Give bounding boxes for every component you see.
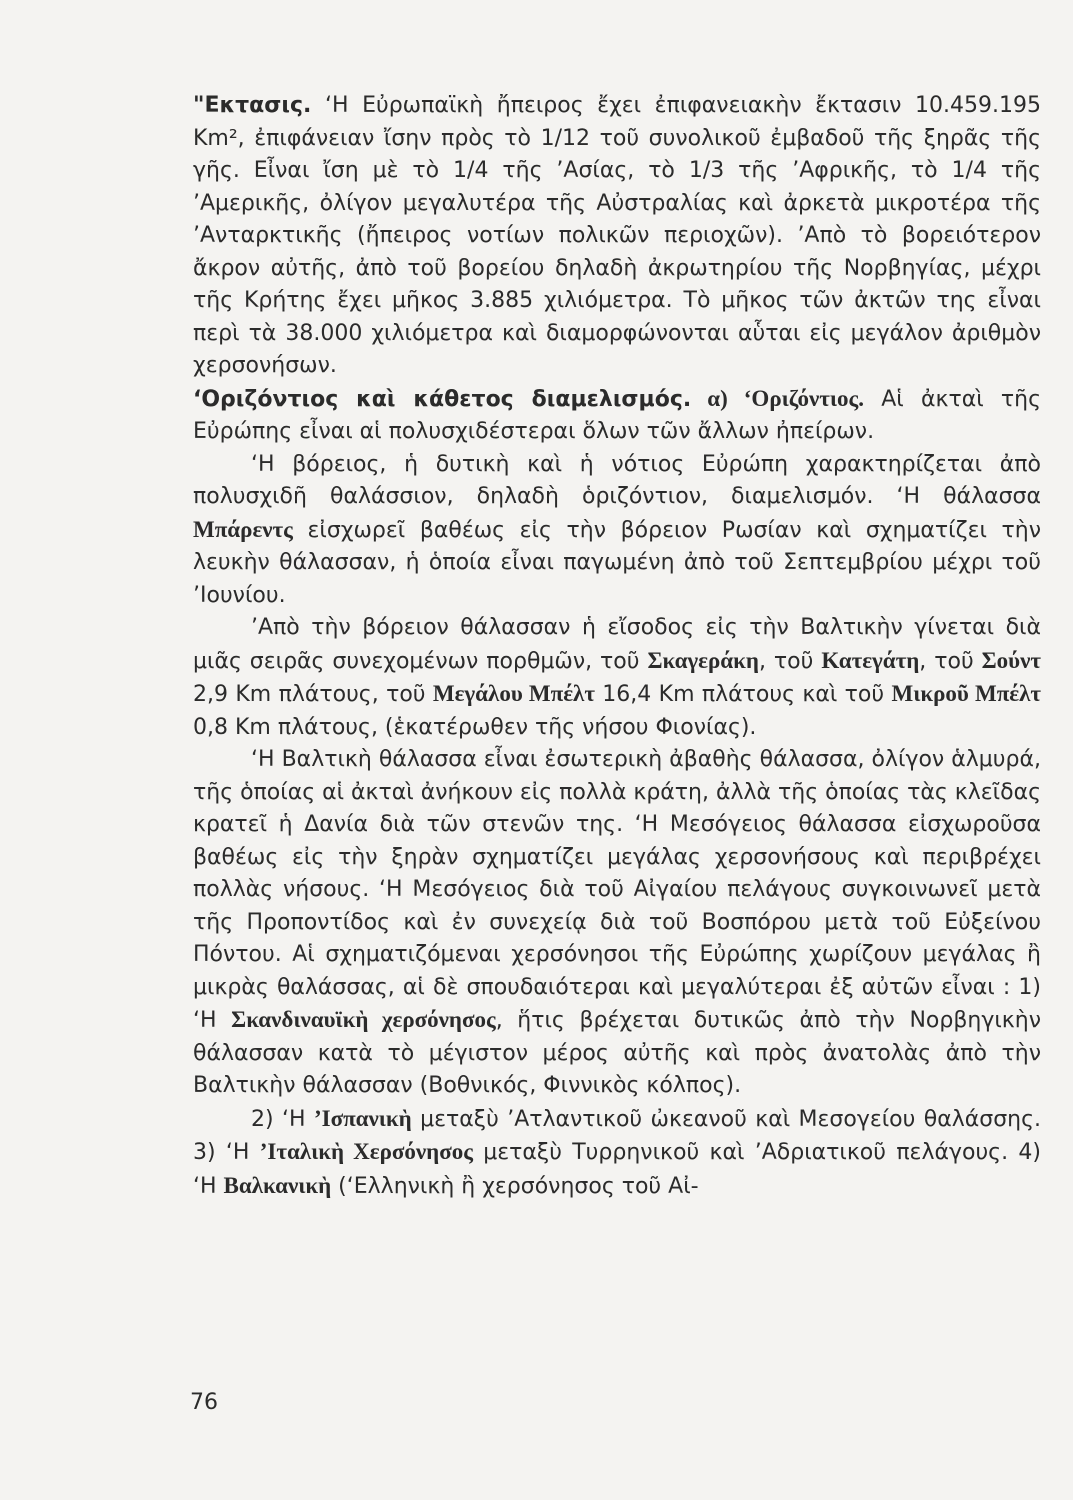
text-run: ’Απὸ τὴν βόρειον θάλασσαν ἡ εἴσοδος εἰς τὴν Βαλτικὴν γίνεται διὰ μιᾶς σειρᾶς συνεχομένων πορθμῶν, τοῦ xyxy=(193,615,1041,674)
text-run: Αἱ ἀκταὶ τῆς Εὐρώπης εἶναι αἱ πολυσχιδέστεραι ὅλων τῶν ἄλλων ἠπείρων. xyxy=(193,386,1042,444)
text-run: (‘Ελληνικὴ ἢ χερσόνησος τοῦ Αἰ- xyxy=(331,1173,699,1199)
text-run: μεταξὺ Τυρρηνικοῦ καὶ ’Αδριατικοῦ πελάγους. 4) ‘Η xyxy=(193,1140,1041,1199)
paragraph xyxy=(193,90,1041,383)
emphasized-term: α) ‘Οριζόντιος. xyxy=(691,385,864,411)
emphasized-term: Μεγάλου Μπέλτ xyxy=(432,681,595,706)
emphasized-term: ’Ισπανικὴ xyxy=(313,1105,412,1131)
text-run: εἰσχωρεῖ βαθέως εἰς τὴν βόρειον Ρωσίαν καὶ σχηματίζει τὴν λευκὴν θάλασσαν, ἡ ὁποία εἶναι παγωμένη ἀπὸ τοῦ Σεπτεμβρίου μέχρι τοῦ ’Ιουνίου. xyxy=(193,517,1041,608)
emphasized-term: Μικροῦ Μπέλτ xyxy=(891,681,1042,706)
paragraph xyxy=(193,612,1041,744)
paragraph xyxy=(193,383,1041,449)
text-run: ‘Η Εὐρωπαϊκὴ ἤπειρος ἔχει ἐπιφανειακὴν ἔκτασιν 10.459.195 Km², ἐπιφάνειαν ἴσην πρὸς τὸ 1/12 τοῦ συνολικοῦ ἐμβαδοῦ τῆς ξηρᾶς τῆς γῆς. Εἶναι ἴση μὲ τὸ 1/4 τῆς ’Ασίας, τὸ 1/3 τῆς ’Αφρικῆς, τὸ 1/4 τῆς ’Αμερικῆς, ὀλίγον μεγαλυτέρα τῆς Αὐστραλίας καὶ ἀρκετὰ μικροτέρα τῆς ’Ανταρκτικῆς (ἤπειρος νοτίων πολικῶν περιοχῶν). ’Απὸ τὸ βορειότερον ἄκρον αὐτῆς, ἀπὸ τοῦ βορείου δηλαδὴ ἀκρωτηρίου τῆς Νορβηγίας, μέχρι τῆς Κρήτης ἔχει μῆκος 3.885 χιλιόμετρα. Τὸ μῆκος τῶν ἀκτῶν της εἶναι περὶ τὰ 38.000 χιλιόμετρα καὶ διαμορφώνονται αὗται εἰς μεγάλον ἀριθμὸν χερσονήσων. xyxy=(193,93,1041,378)
text-run: μεταξὺ ’Ατλαντικοῦ ὠκεανοῦ καὶ Μεσογείου θαλάσσης. 3) ‘Η xyxy=(193,1106,1042,1165)
emphasized-term: ‘Οριζόντιος καὶ κάθετος διαμελισμός. xyxy=(193,386,692,412)
emphasized-term: Βαλκανικὴ xyxy=(223,1172,332,1198)
emphasized-term: Σούντ xyxy=(981,647,1041,673)
text-run: 2,9 Km πλάτους, τοῦ xyxy=(193,682,433,707)
text-run: ‘Η βόρειος, ἡ δυτικὴ καὶ ἡ νότιος Εὐρώπη χαρακτηρίζεται ἀπὸ πολυσχιδῆ θαλάσσιον, δηλαδὴ ὁριζόντιον, διαμελισμόν. ‘Η θάλασσα xyxy=(193,451,1041,509)
paragraph xyxy=(193,1103,1041,1204)
body-text xyxy=(193,90,1041,1203)
text-run: , τοῦ xyxy=(919,648,982,674)
emphasized-term: Σκαγεράκη xyxy=(647,647,759,673)
emphasized-term: Σκανδιναυϊκὴ χερσόνησος xyxy=(231,1007,496,1032)
emphasized-term: "Εκτασις. xyxy=(193,93,312,118)
text-run: ‘Η Βαλτικὴ θάλασσα εἶναι ἐσωτερικὴ ἀβαθὴς θάλασσα, ὀλίγον ἁλμυρά, τῆς ὁποίας αἱ ἀκταὶ ἀνήκουν εἰς πολλὰ κράτη, ἀλλὰ τῆς ὁποίας τὰς κλεῖδας κρατεῖ ἡ Δανία διὰ τῶν στενῶν της. ‘Η Μεσόγειος θάλασσα εἰσχωροῦσα βαθέως εἰς τὴν ξηρὰν σχηματίζει μεγάλας χερσονήσους καὶ περιβρέχει πολλὰς νήσους. ‘Η Μεσόγειος διὰ τοῦ Αἰγαίου πελάγους συγκοινωνεῖ μετὰ τῆς Προποντίδος καὶ ἐν συνεχείᾳ διὰ τοῦ Βοσπόρου μετὰ τοῦ Εὐξείνου Πόντου. Αἱ σχηματιζόμεναι χερσόνησοι τῆς Εὐρώπης χωρίζουν μεγάλας ἢ μικρὰς θαλάσσας, αἱ δὲ σπουδαιότεραι καὶ μεγαλύτεραι ἐξ αὐτῶν εἶναι : 1) ‘Η xyxy=(193,747,1041,1033)
text-run: , τοῦ xyxy=(758,648,822,674)
emphasized-term: Κατεγάτη xyxy=(821,647,920,673)
paragraph xyxy=(193,449,1041,613)
emphasized-term: ’Ιταλικὴ Χερσόνησος xyxy=(259,1139,473,1164)
emphasized-term: Μπάρεντς xyxy=(193,516,293,542)
text-run: 0,8 Km πλάτους, (ἑκατέρωθεν τῆς νήσου Φιονίας). xyxy=(193,714,757,740)
text-run: 2) ‘Η xyxy=(251,1106,314,1132)
page-number: 76 xyxy=(190,1390,218,1415)
text-run: 16,4 Km πλάτους καὶ τοῦ xyxy=(594,682,892,707)
paragraph xyxy=(193,744,1041,1103)
text-run: , ἥτις βρέχεται δυτικῶς ἀπὸ τὴν Νορβηγικὴν θάλασσαν κατὰ τὸ μέγιστον μέρος αὐτῆς καὶ πρὸς ἀνατολὰς ἀπὸ τὴν Βαλτικὴν θάλασσαν (Βοθνικός, Φιννικὸς κόλπος). xyxy=(193,1008,1041,1098)
